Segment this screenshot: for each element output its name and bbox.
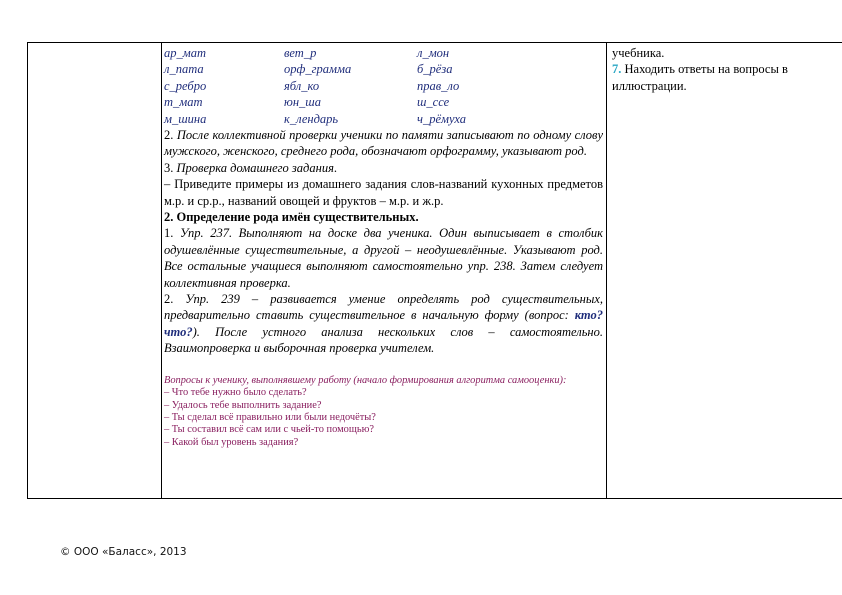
skills-item-number: 7. <box>612 62 622 77</box>
word-exercise-grid <box>164 45 603 127</box>
exercise-1-text: Упр. 237. Выполняют на доске два ученика. Один выписывает в столбик одушевлённые существительные, а другой – неодушевлённые. Указывают род. Все остальные учащиеся выполняют самостоятельно упр. 238. Затем следует коллективная проверка. <box>164 226 603 290</box>
word-item: вет_р <box>284 46 317 60</box>
exercise-2-number: 2. <box>164 292 174 307</box>
step-2-paragraph <box>164 127 603 160</box>
word-item: ябл_ко <box>284 78 320 93</box>
word-item: л_пата <box>164 62 204 77</box>
word-item: т_мат <box>164 95 203 110</box>
skills-item-7 <box>612 61 840 94</box>
question-item: – Удалось тебе выполнить задание? <box>164 399 322 411</box>
lesson-table <box>27 42 842 499</box>
word-item: ш_ссе <box>417 95 450 110</box>
exercise-1-paragraph <box>164 225 603 291</box>
question-item: – Какой был уровень задания? <box>164 436 299 448</box>
activity-column <box>164 45 603 449</box>
exercise-2-text-a: Упр. 239 – развивается умение определять род существительных, предварительно ставить существительное в начальную форму (вопрос: <box>164 292 603 323</box>
exercise-1-number: 1. <box>164 226 174 241</box>
question-item: – Что тебе нужно было сделать? <box>164 387 307 399</box>
questions-intro: Вопросы к ученику, выполнявшему работу (начало формирования алгоритма самооценки): <box>164 374 567 386</box>
exercise-2-paragraph <box>164 291 603 357</box>
section-heading: 2. Определение рода имён существительных. <box>164 210 419 225</box>
step-2-number: 2. <box>164 128 174 142</box>
column-divider-left <box>161 43 162 498</box>
step-2-text: После коллективной проверки ученики по памяти записывают по одному слову мужского, женского, среднего рода, обозначают орфограмму, указывают род. <box>164 128 603 159</box>
exercise-2-text-b: ). После устного анализа нескольких слов – самостоятельно. Взаимопроверка и выборочная проверка учителем. <box>164 324 603 356</box>
word-item: л_мон <box>417 46 450 60</box>
skills-line-1: учебника. <box>612 46 665 60</box>
step-3-paragraph <box>164 160 603 176</box>
step-3-number: 3. <box>164 160 174 175</box>
word-item: к_лендарь <box>284 111 339 126</box>
step-3-dot: . <box>333 160 338 175</box>
skills-item-text: Находить ответы на вопросы в иллюстрации. <box>612 62 788 93</box>
exercise-2-question: кто? что? <box>164 308 603 339</box>
word-item: ч_рёмуха <box>417 111 467 126</box>
word-item: прав_ло <box>417 78 460 93</box>
question-item: – Ты сделал всё правильно или были недочёты? <box>164 411 376 423</box>
self-assessment-questions <box>164 375 603 449</box>
word-item: м_шина <box>164 111 207 126</box>
word-item: б_рёза <box>417 62 453 77</box>
word-item: юн_ша <box>284 95 321 110</box>
word-item: орф_грамма <box>284 62 352 77</box>
question-item: – Ты составил всё сам или с чьей-то помощью? <box>164 424 374 436</box>
homework-paragraph: – Приведите примеры из домашнего задания слов-названий кухонных предметов м.р. и ср.р., названий овощей и фруктов – м.р. и ж.р. <box>164 177 603 208</box>
step-3-text: Проверка домашнего задания <box>176 160 334 175</box>
word-item: ар_мат <box>164 46 207 60</box>
skills-column <box>612 45 840 94</box>
copyright-footer: © ООО «Баласс», 2013 <box>60 546 187 558</box>
word-item: с_ребро <box>164 78 207 93</box>
column-divider-right <box>606 43 607 498</box>
